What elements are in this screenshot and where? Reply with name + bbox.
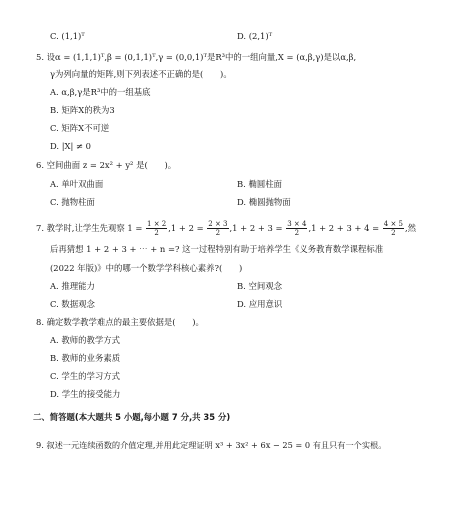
q6-option-b: B. 椭圆柱面	[237, 179, 282, 189]
q8-option-a: A. 教师的教学方式	[50, 335, 120, 345]
q7-stem-line3: (2022 年版)》中的哪一个数学学科核心素养?( )	[50, 263, 243, 273]
q9-stem: 9. 叙述一元连续函数的介值定理,并用此定理证明 x³ + 3x² + 6x − 25 = 0 有且只有一个实根。	[36, 440, 387, 450]
q7-fraction-3-den: 2	[294, 229, 300, 237]
q4-option-c: C. (1,1)ᵀ	[50, 31, 85, 41]
q7-stem-line1	[36, 217, 416, 239]
q8-option-c: C. 学生的学习方式	[50, 371, 121, 381]
q7-fraction-2	[207, 220, 228, 237]
q7-fraction-3	[286, 220, 307, 237]
q6-option-d: D. 椭圆抛物面	[237, 197, 291, 207]
q5-option-c: C. 矩阵X不可逆	[50, 123, 110, 133]
q7-fraction-2-den: 2	[215, 229, 221, 237]
q4-option-d: D. (2,1)ᵀ	[237, 31, 273, 41]
q8-option-d: D. 学生的接受能力	[50, 389, 121, 399]
q7-option-a: A. 推理能力	[50, 281, 95, 291]
q5-option-a: A. α,β,γ是R³中的一组基底	[50, 87, 151, 97]
q7-fraction-4-num: 4 × 5	[383, 220, 404, 228]
q7-fraction-3-num: 3 × 4	[287, 220, 307, 228]
q6-stem: 6. 空间曲面 z = 2x² + y² 是( )。	[36, 160, 177, 170]
q5-stem-line2: γ为列向量的矩阵,则下列表述不正确的是( )。	[50, 69, 232, 79]
q7-fraction-4-den: 2	[391, 229, 396, 237]
q7-fraction-1-den: 2	[154, 229, 159, 237]
q7-text-1: ,1 + 2 =	[168, 223, 207, 233]
q7-fraction-1-num: 1 × 2	[147, 220, 167, 228]
q7-text-4: ,然	[405, 223, 417, 233]
q7-text-2: ,1 + 2 + 3 =	[229, 223, 286, 233]
q7-text-3: ,1 + 2 + 3 + 4 =	[308, 223, 382, 233]
q7-fraction-2-num: 2 × 3	[208, 220, 228, 228]
q5-option-d: D. |X| ≠ 0	[50, 141, 92, 151]
q7-fraction-4	[383, 220, 404, 237]
q7-fraction-1	[146, 220, 167, 237]
q8-option-b: B. 教师的业务素质	[50, 353, 121, 363]
q8-stem: 8. 确定数学教学难点的最主要依据是( )。	[36, 317, 204, 327]
q7-option-d: D. 应用意识	[237, 299, 283, 309]
q6-option-a: A. 单叶双曲面	[50, 179, 104, 189]
q6-option-c: C. 抛物柱面	[50, 197, 95, 207]
q5-option-b: B. 矩阵X的秩为3	[50, 105, 115, 115]
q7-text-0: 7. 教学时,让学生先观察 1 =	[36, 223, 146, 233]
section-2-title: 二、简答题(本大题共 5 小题,每小题 7 分,共 35 分)	[33, 412, 231, 422]
q7-option-c: C. 数据观念	[50, 299, 95, 309]
q7-option-b: B. 空间观念	[237, 281, 282, 291]
q5-stem-line1: 5. 设α = (1,1,1)ᵀ,β = (0,1,1)ᵀ,γ = (0,0,1)ᵀ是R³中的一组向量,X = (α,β,γ)是以α,β,	[36, 52, 357, 62]
q7-stem-line2: 后再猜想 1 + 2 + 3 + ⋯ + n =? 这一过程特别有助于培养学生《义务教育数学课程标准	[50, 244, 384, 254]
